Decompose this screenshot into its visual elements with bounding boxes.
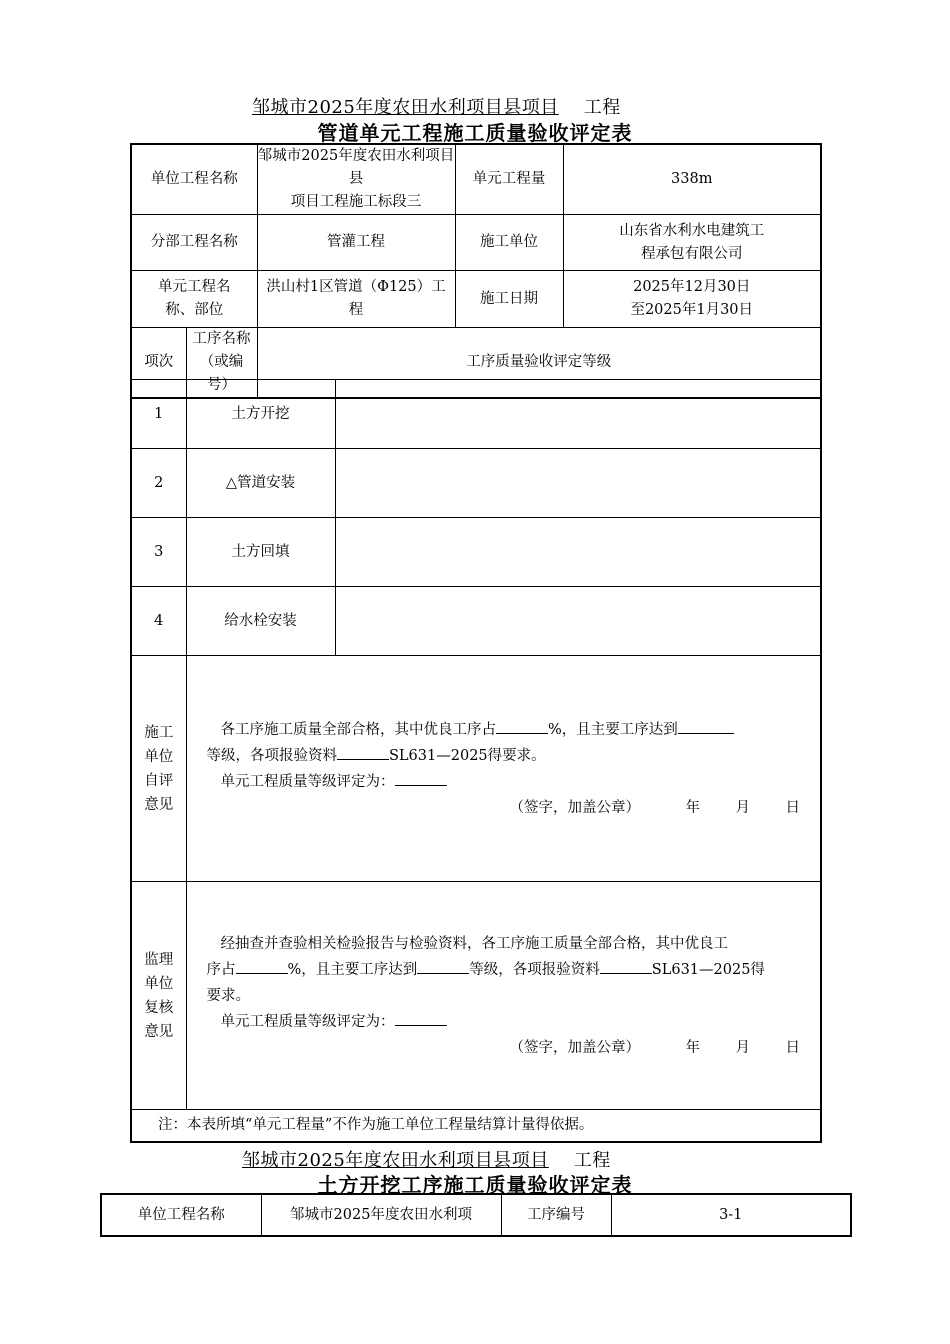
process-grade [335, 518, 821, 587]
self-eval-opinion: 各工序施工质量全部合格，其中优良工序占 %，且主要工序达到 等级，各项报验资料 SL631—2025得要求。 单元工程质量等级评定为： （签字，加盖公章） 年 月 日 [186, 656, 821, 882]
process-no: 2 [131, 449, 186, 518]
element-label: 单元工程名 称、部位 [131, 271, 257, 328]
contractor-label: 施工单位 [455, 215, 563, 271]
process-grade [335, 380, 821, 449]
project-name-2: 邹城市2025年度农田水利项目县项目 [242, 1150, 549, 1171]
process-no-value: 3-1 [611, 1194, 851, 1236]
contractor-value: 山东省水利水电建筑工 程承包有限公司 [563, 215, 821, 271]
unit-project-value: 邹城市2025年度农田水利项目县 项目工程施工标段三 [257, 144, 455, 215]
pipe-unit-evaluation-table [130, 143, 822, 399]
process-name: 给水栓安装 [186, 587, 335, 656]
division-value: 管灌工程 [257, 215, 455, 271]
unit-project-value-2: 邹城市2025年度农田水利项 [261, 1194, 501, 1236]
table-row [131, 449, 821, 518]
table-row [131, 380, 821, 449]
supervisor-label: 监理 单位 复核 意见 [131, 882, 186, 1110]
process-no-label: 工序编号 [501, 1194, 611, 1236]
division-label: 分部工程名称 [131, 215, 257, 271]
date-label: 施工日期 [455, 271, 563, 328]
unit-project-label-2: 单位工程名称 [101, 1194, 261, 1236]
unit-quantity-value: 338m [563, 144, 821, 215]
table-note: 注：本表所填“单元工程量”不作为施工单位工程量结算计量得依据。 [131, 1110, 821, 1142]
date-value: 2025年12月30日 至2025年1月30日 [563, 271, 821, 328]
item-no-header: 项次 [131, 328, 186, 399]
unit-quantity-label: 单元工程量 [455, 144, 563, 215]
process-name: 土方开挖 [186, 380, 335, 449]
form-title-2: 土方开挖工序施工质量验收评定表 [317, 1173, 633, 1197]
supervisor-opinion: 经抽查并查验相关检验报告与检验资料，各工序施工质量全部合格，其中优良工 序占 %，且主要工序达到 等级，各项报验资料 SL631—2025得 要求。 单元工程质量等级评定为： （签字，加盖公章） 年 月 日 [186, 882, 821, 1110]
process-name-header: 工序名称 （或编号） [186, 328, 257, 399]
table-row [131, 518, 821, 587]
process-rows-table [130, 379, 822, 1143]
element-value: 洪山村1区管道（Φ125）工程 [257, 271, 455, 328]
process-no: 1 [131, 380, 186, 449]
self-eval-label: 施工 单位 自评 意见 [131, 656, 186, 882]
process-name: △管道安装 [186, 449, 335, 518]
form-title: 管道单元工程施工质量验收评定表 [317, 121, 633, 145]
unit-project-label: 单位工程名称 [131, 144, 257, 215]
signature-note: （签字，加盖公章） [509, 799, 640, 816]
project-suffix: 工程 [583, 97, 621, 118]
process-grade [335, 449, 821, 518]
project-name: 邹城市2025年度农田水利项目县项目 [252, 97, 559, 118]
document-header [252, 93, 722, 119]
grade-header: 工序质量验收评定等级 [257, 328, 821, 399]
process-no: 4 [131, 587, 186, 656]
excavation-evaluation-table [100, 1193, 852, 1237]
signature-note: （签字，加盖公章） [509, 1039, 640, 1056]
table-row [131, 587, 821, 656]
process-grade [335, 587, 821, 656]
process-name: 土方回填 [186, 518, 335, 587]
project-suffix-2: 工程 [573, 1150, 611, 1171]
process-no: 3 [131, 518, 186, 587]
